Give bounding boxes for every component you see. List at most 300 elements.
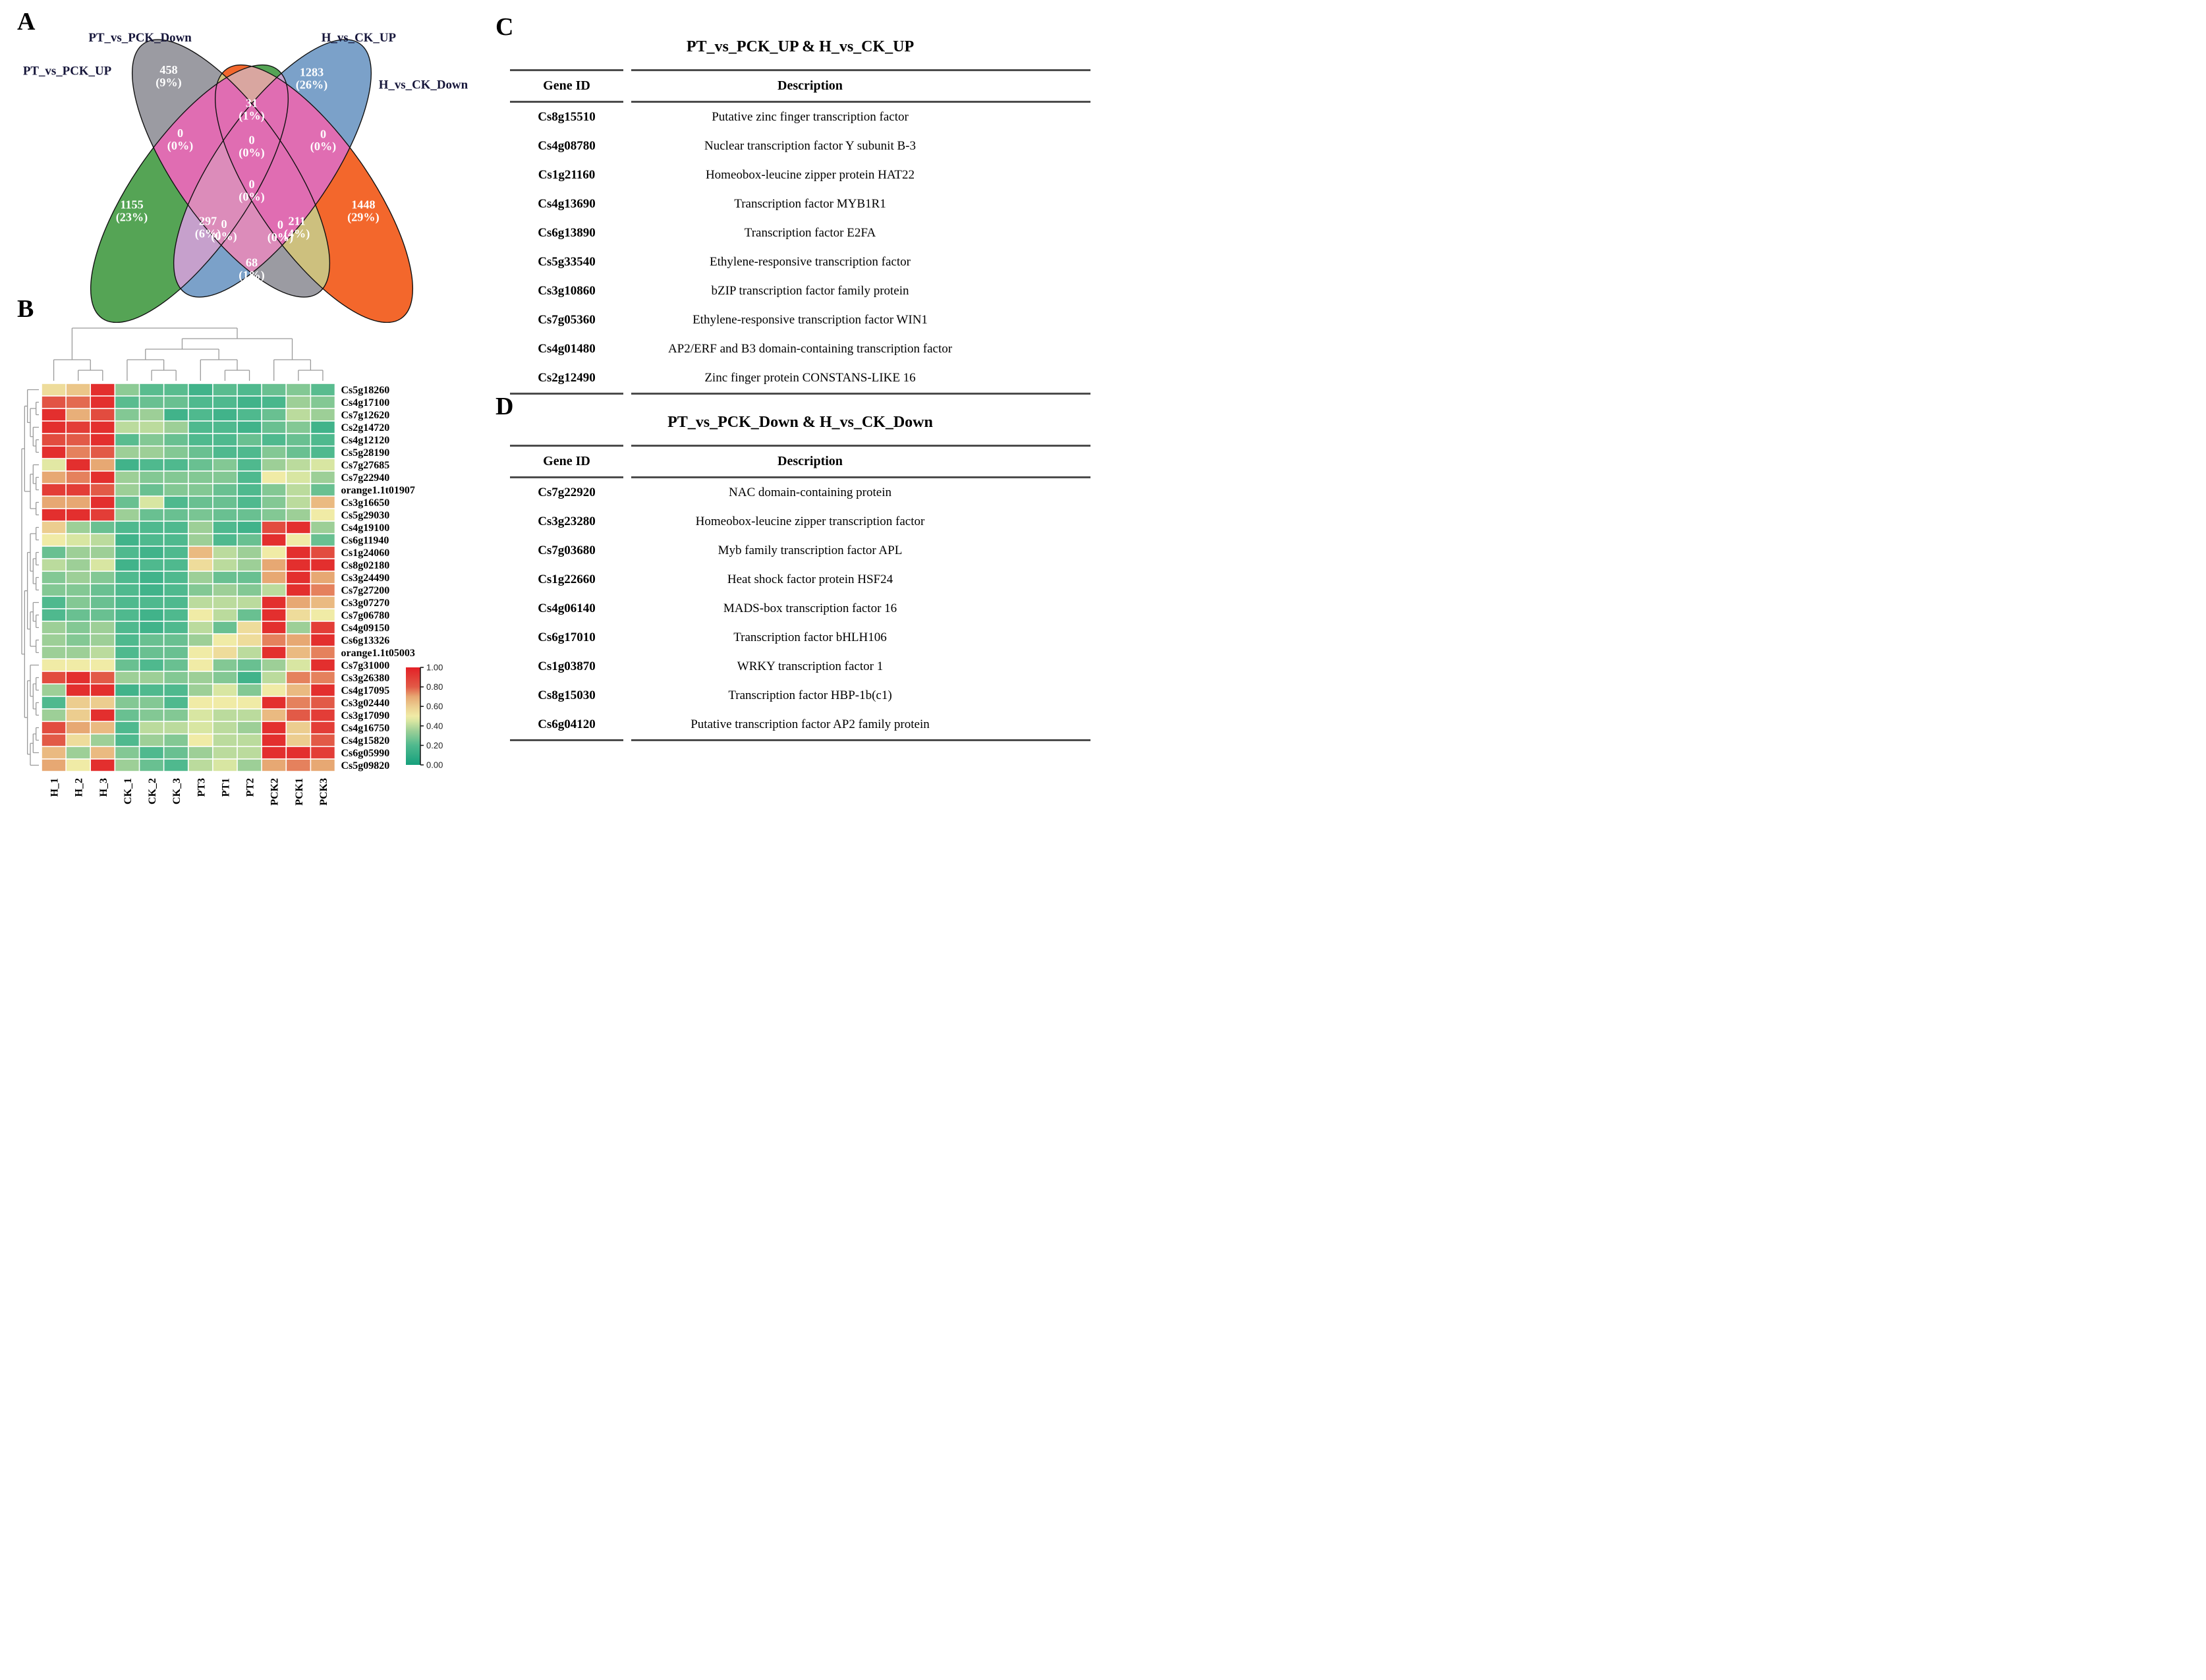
legend-tick-label: 0.00 — [426, 760, 443, 770]
heatmap-cell — [91, 659, 115, 671]
heatmap-cell — [42, 697, 66, 708]
heatmap-cell — [42, 597, 66, 608]
heatmap-cell — [140, 409, 163, 420]
heatmap-cell — [140, 747, 163, 758]
gene-id-header: Gene ID — [510, 69, 623, 103]
heatmap-cell — [140, 459, 163, 470]
heatmap-cell — [42, 559, 66, 571]
gene-id-cell: Cs7g22920 — [538, 486, 596, 499]
gene-id-cell: Cs6g17010 — [538, 630, 596, 644]
gene-id-cell: Cs1g22660 — [538, 573, 596, 586]
heatmap-cell — [42, 609, 66, 621]
heatmap-cell — [140, 672, 163, 683]
heatmap-cell — [42, 584, 66, 596]
heatmap-cell — [42, 534, 66, 546]
heatmap-cell — [67, 447, 90, 458]
heatmap-cell — [140, 722, 163, 733]
heatmap-cell — [91, 697, 115, 708]
figure-page — [0, 0, 1103, 840]
heatmap-cell — [91, 747, 115, 758]
heatmap-cell — [213, 409, 237, 420]
heatmap-cell — [140, 685, 163, 696]
description-cell: AP2/ERF and B3 domain-containing transcription factor — [667, 342, 953, 356]
heatmap-cell — [238, 659, 262, 671]
heatmap-cell — [140, 547, 163, 558]
gene-id-cell: Cs6g04120 — [510, 710, 623, 741]
heatmap-cell — [67, 547, 90, 558]
heatmap-cell — [287, 434, 310, 445]
heatmap-cell — [311, 434, 335, 445]
venn-region-count-all_four: 0 (0%) — [239, 177, 265, 204]
heatmap-cell — [287, 760, 310, 771]
heatmap-cell — [213, 609, 237, 621]
heatmap-cell — [213, 622, 237, 633]
heatmap-cell — [164, 472, 188, 483]
heatmap-cell — [140, 434, 163, 445]
heatmap-cell — [262, 509, 286, 520]
heatmap-cell — [287, 472, 310, 483]
gene-id-cell: Cs1g03870 — [538, 659, 596, 673]
heatmap-cell — [311, 409, 335, 420]
description-cell: Nuclear transcription factor Y subunit B-3 — [704, 139, 916, 153]
heatmap-cell — [238, 472, 262, 483]
table-title: PT_vs_PCK_Down & H_vs_CK_Down — [667, 414, 933, 431]
table-row — [510, 219, 1090, 248]
heatmap-cell — [287, 547, 310, 558]
heatmap-cell — [189, 747, 213, 758]
heatmap-cell — [140, 697, 163, 708]
heatmap-cell — [238, 409, 262, 420]
heatmap-cell — [115, 609, 139, 621]
description-cell: WRKY transcription factor 1 — [737, 659, 884, 673]
heatmap-cell — [67, 659, 90, 671]
heatmap-cell — [42, 434, 66, 445]
description-cell: Transcription factor bHLH106 — [733, 630, 887, 644]
heatmap-cell — [238, 697, 262, 708]
heatmap-row-label: Cs4g12120 — [341, 435, 390, 446]
heatmap-cell — [311, 622, 335, 633]
heatmap-cell — [287, 484, 310, 495]
heatmap-cell — [164, 685, 188, 696]
heatmap-cell — [262, 647, 286, 658]
table-row — [510, 710, 1090, 741]
heatmap-cell — [213, 547, 237, 558]
heatmap-row-label: Cs4g15820 — [341, 735, 390, 746]
heatmap-cell — [311, 447, 335, 458]
venn-region-count-PT_UP_and_H_Down: 68 (1%) — [239, 256, 265, 282]
heatmap-cell — [164, 760, 188, 771]
heatmap-cell — [67, 597, 90, 608]
heatmap-cell — [115, 747, 139, 758]
venn-set-label-H_vs_CK_UP: H_vs_CK_UP — [321, 31, 397, 45]
heatmap-cell — [238, 509, 262, 520]
table-row — [510, 248, 1090, 277]
heatmap-cell — [164, 534, 188, 546]
heatmap-cell — [140, 534, 163, 546]
heatmap-cell — [238, 384, 262, 395]
heatmap-cell — [238, 559, 262, 571]
heatmap-cell — [213, 659, 237, 671]
heatmap-cell — [67, 534, 90, 546]
heatmap-cell — [42, 735, 66, 746]
heatmap-cell — [91, 710, 115, 721]
heatmap-cell — [189, 422, 213, 433]
heatmap-cell — [164, 622, 188, 633]
panel-c-label: C — [495, 13, 514, 41]
heatmap-cell — [91, 497, 115, 508]
heatmap-cell — [91, 509, 115, 520]
heatmap-cell — [287, 409, 310, 420]
heatmap-cell — [238, 747, 262, 758]
heatmap-column-label: CK_1 — [122, 778, 134, 804]
heatmap-cell — [115, 597, 139, 608]
heatmap-cell — [238, 760, 262, 771]
heatmap-cell — [164, 422, 188, 433]
heatmap-cell — [287, 609, 310, 621]
description-cell: Transcription factor MYB1R1 — [734, 197, 886, 211]
heatmap-cell — [189, 384, 213, 395]
gene-id-header: Gene ID — [510, 445, 623, 478]
heatmap-cell — [115, 434, 139, 445]
heatmap-cell — [164, 447, 188, 458]
venn-region-count-PT_Down_and_H_Down: 211 (4%) — [283, 214, 310, 240]
table-row — [510, 277, 1090, 306]
table-up-regulated — [502, 33, 1098, 385]
heatmap-cell — [262, 547, 286, 558]
heatmap-cell — [115, 760, 139, 771]
venn-set-label-H_vs_CK_Down: H_vs_CK_Down — [378, 78, 468, 92]
heatmap-cell — [115, 409, 139, 420]
heatmap-cell — [115, 735, 139, 746]
heatmap-cell — [42, 672, 66, 683]
heatmap-cell — [42, 710, 66, 721]
heatmap-cell — [238, 584, 262, 596]
heatmap-cell — [67, 672, 90, 683]
heatmap-cell — [164, 559, 188, 571]
heatmap-cell — [238, 647, 262, 658]
heatmap-cell — [287, 422, 310, 433]
heatmap-cell — [213, 422, 237, 433]
table-row — [510, 364, 1090, 395]
heatmap-cell — [67, 609, 90, 621]
heatmap-cell — [189, 597, 213, 608]
heatmap-cell — [238, 609, 262, 621]
heatmap-cell — [287, 710, 310, 721]
heatmap-cell — [164, 647, 188, 658]
heatmap-cell — [140, 447, 163, 458]
panel-d-label: D — [495, 393, 514, 420]
heatmap-cell — [238, 597, 262, 608]
heatmap-column-label: CK_2 — [147, 778, 159, 804]
table-row — [510, 478, 1090, 507]
heatmap-cell — [115, 472, 139, 483]
description-cell: Myb family transcription factor APL — [718, 544, 903, 557]
heatmap-cell — [311, 710, 335, 721]
heatmap-row-label: Cs3g17090 — [341, 710, 390, 721]
heatmap-cell — [287, 509, 310, 520]
venn-region-count-PT_vs_PCK_Down_only: 458 (9%) — [156, 63, 182, 89]
heatmap-cell — [287, 397, 310, 408]
heatmap-cell — [115, 634, 139, 646]
heatmap-cell — [42, 484, 66, 495]
heatmap-row-label: Cs3g26380 — [341, 673, 390, 684]
heatmap-cell — [164, 409, 188, 420]
gene-id-cell: Cs4g06140 — [538, 602, 596, 615]
heatmap-cell — [67, 747, 90, 758]
heatmap-cell — [91, 409, 115, 420]
heatmap-cell — [42, 547, 66, 558]
table-row — [510, 623, 1090, 652]
heatmap-column-label: H_3 — [98, 778, 109, 797]
heatmap-cell — [262, 434, 286, 445]
heatmap-cell — [213, 534, 237, 546]
table-row — [510, 103, 1090, 132]
heatmap-cell — [238, 634, 262, 646]
heatmap-cell — [67, 384, 90, 395]
heatmap-cell — [91, 584, 115, 596]
heatmap-cell — [67, 434, 90, 445]
gene-table — [502, 445, 1098, 741]
heatmap-cell — [115, 447, 139, 458]
table-row — [510, 161, 1090, 190]
heatmap-cell — [164, 634, 188, 646]
heatmap-cell — [189, 735, 213, 746]
heatmap-cell — [164, 747, 188, 758]
heatmap-cell — [164, 397, 188, 408]
heatmap-cell — [189, 484, 213, 495]
heatmap-cell — [238, 534, 262, 546]
description-cell: MADS-box transcription factor 16 — [723, 602, 897, 615]
heatmap-cell — [189, 572, 213, 583]
heatmap-cell — [115, 710, 139, 721]
venn-diagram-panel — [16, 28, 478, 323]
heatmap-cell — [164, 584, 188, 596]
heatmap-row-label: Cs3g02440 — [341, 698, 390, 709]
heatmap-cell — [262, 559, 286, 571]
heatmap-cell — [287, 522, 310, 533]
heatmap-cell — [42, 397, 66, 408]
colFor — [54, 328, 323, 381]
heatmap-cell — [91, 622, 115, 633]
heatmap-cell — [262, 584, 286, 596]
heatmap-row-label: Cs5g29030 — [341, 510, 390, 521]
heatmap-cell — [115, 422, 139, 433]
heatmap-column-label: PT1 — [220, 778, 232, 797]
heatmap-cell — [140, 509, 163, 520]
heatmap-cell — [262, 747, 286, 758]
heatmap-cell — [189, 447, 213, 458]
heatmap-cell — [262, 472, 286, 483]
heatmap-cell — [164, 672, 188, 683]
heatmap-cell — [262, 397, 286, 408]
heatmap-cell — [262, 447, 286, 458]
heatmap-cell — [42, 447, 66, 458]
description-cell: Ethylene-responsive transcription factor WIN1 — [693, 313, 928, 327]
venn-region-count-H_vs_CK_Down_only: 1448 (29%) — [347, 198, 380, 224]
heatmap-cell — [238, 685, 262, 696]
heatmap-cell — [67, 559, 90, 571]
gene-id-cell: Cs7g05360 — [538, 313, 596, 327]
heatmap-cell — [213, 634, 237, 646]
heatmap-cell — [213, 584, 237, 596]
heatmap-cell — [115, 647, 139, 658]
heatmap-column-label: PCK2 — [269, 778, 281, 806]
heatmap-row-label: Cs7g27685 — [341, 460, 390, 471]
heatmap-cell — [140, 584, 163, 596]
table-row — [510, 507, 1090, 536]
gene-id-cell: Cs3g10860 — [538, 284, 596, 298]
heatmap-cell — [189, 622, 213, 633]
venn-region-count-PT_UP_and_PT_Down: 0 (0%) — [167, 126, 194, 152]
heatmap-cell — [91, 447, 115, 458]
heatmap-cell — [238, 735, 262, 746]
heatmap-panel — [12, 300, 486, 837]
heatmap-cell — [213, 597, 237, 608]
heatmap-cell — [213, 747, 237, 758]
heatmap-cell — [140, 622, 163, 633]
heatmap-row-label: Cs4g16750 — [341, 723, 390, 734]
heatmap-cell — [287, 559, 310, 571]
heatmap-cell — [91, 422, 115, 433]
heatmap-cell — [213, 760, 237, 771]
description-cell: bZIP transcription factor family protein — [711, 284, 909, 298]
heatmap-cell — [67, 735, 90, 746]
table-row — [510, 565, 1090, 594]
heatmap-cell — [67, 509, 90, 520]
heatmap-cell — [189, 547, 213, 558]
table-down-regulated — [502, 408, 1098, 731]
gene-id-cell: Cs8g15510 — [538, 110, 596, 124]
heatmap-cell — [213, 459, 237, 470]
heatmap-cell — [91, 597, 115, 608]
heatmap-cell — [115, 484, 139, 495]
heatmap-cell — [311, 609, 335, 621]
heatmap-cell — [115, 547, 139, 558]
heatmap-cell — [287, 497, 310, 508]
description-cell: Homeobox-leucine zipper transcription factor — [695, 515, 925, 528]
heatmap-cell — [287, 722, 310, 733]
heatmap-cell — [91, 522, 115, 533]
heatmap-cell — [164, 735, 188, 746]
heatmap-cell — [115, 572, 139, 583]
description-cell: Homeobox-leucine zipper protein HAT22 — [705, 168, 915, 182]
heatmap-cell — [91, 685, 115, 696]
heatmap-row-label: Cs7g27200 — [341, 585, 390, 596]
table-row — [510, 132, 1090, 161]
heatmap-cell — [115, 522, 139, 533]
heatmap-cell — [67, 522, 90, 533]
heatmap-cell — [311, 422, 335, 433]
heatmap-cell — [140, 484, 163, 495]
heatmap-row-label: Cs2g14720 — [341, 422, 390, 434]
heatmap-cell — [91, 572, 115, 583]
heatmap-column-label: CK_3 — [171, 778, 183, 804]
heatmap-cell — [262, 735, 286, 746]
heatmap-cell — [140, 522, 163, 533]
heatmap-cell — [91, 634, 115, 646]
heatmap-row-label: Cs1g24060 — [341, 547, 390, 559]
heatmap-row-label: Cs4g09150 — [341, 623, 390, 634]
heatmap-row-label: Cs8g02180 — [341, 560, 390, 571]
heatmap-cell — [189, 397, 213, 408]
heatmap-cell — [311, 685, 335, 696]
heatmap-cell — [238, 722, 262, 733]
heatmap-cell — [213, 710, 237, 721]
heatmap-cell — [140, 634, 163, 646]
heatmap-cell — [140, 647, 163, 658]
heatmap-cell — [42, 572, 66, 583]
heatmap-cell — [311, 735, 335, 746]
heatmap-row-label: orange1.1t01907 — [341, 485, 415, 496]
heatmap-cell — [164, 459, 188, 470]
legend-tick-label: 0.60 — [426, 701, 443, 712]
heatmap-row-label: Cs4g17100 — [341, 397, 390, 408]
heatmap-cell — [189, 497, 213, 508]
heatmap-cell — [115, 509, 139, 520]
heatmap-cell — [213, 484, 237, 495]
heatmap-cell — [115, 659, 139, 671]
heatmap-column-label: PCK1 — [293, 778, 305, 806]
venn-set-label-PT_vs_PCK_UP: PT_vs_PCK_UP — [22, 64, 112, 78]
gene-id-cell: Cs6g13890 — [538, 226, 596, 240]
heatmap-cell — [262, 484, 286, 495]
heatmap-cell — [213, 522, 237, 533]
heatmap-cell — [238, 459, 262, 470]
heatmap-cell — [189, 685, 213, 696]
heatmap-cell — [311, 534, 335, 546]
heatmap-cell — [91, 735, 115, 746]
heatmap-cell — [189, 760, 213, 771]
heatmap-cell — [42, 685, 66, 696]
heatmap-cell — [115, 685, 139, 696]
table-row — [510, 536, 1090, 565]
heatmap-cell — [115, 397, 139, 408]
heatmap-cell — [238, 547, 262, 558]
heatmap-cell — [213, 735, 237, 746]
heatmap-cell — [213, 697, 237, 708]
heatmap-cell — [67, 634, 90, 646]
heatmap-cell — [164, 597, 188, 608]
table-title: PT_vs_PCK_UP & H_vs_CK_UP — [686, 38, 915, 55]
gene-id-cell: Cs3g23280 — [538, 515, 596, 528]
heatmap-cell — [42, 459, 66, 470]
description-cell: Zinc finger protein CONSTANS-LIKE 16 — [631, 364, 1090, 395]
heatmap-cell — [262, 672, 286, 683]
heatmap-row-label: Cs5g18260 — [341, 385, 390, 396]
heatmap-cell — [287, 647, 310, 658]
heatmap-cell — [311, 497, 335, 508]
heatmap-cell — [189, 672, 213, 683]
heatmap-cell — [164, 522, 188, 533]
heatmap-cell — [238, 710, 262, 721]
heatmap-cell — [91, 459, 115, 470]
heatmap-cell — [287, 634, 310, 646]
description-cell: Putative transcription factor AP2 family protein — [631, 710, 1090, 741]
description-cell: Ethylene-responsive transcription factor — [710, 255, 911, 269]
heatmap-row-label: Cs6g11940 — [341, 535, 389, 546]
heatmap-cell — [213, 509, 237, 520]
heatmap-cell — [287, 659, 310, 671]
heatmap-cell — [262, 534, 286, 546]
heatmap-cell — [140, 760, 163, 771]
legend-tick-label: 0.40 — [426, 721, 443, 731]
description-header: Description — [631, 69, 1090, 103]
heatmap-cell — [164, 659, 188, 671]
heatmap-cell — [287, 597, 310, 608]
heatmap-cell — [115, 559, 139, 571]
heatmap-cell — [238, 434, 262, 445]
heatmap-cell — [189, 509, 213, 520]
